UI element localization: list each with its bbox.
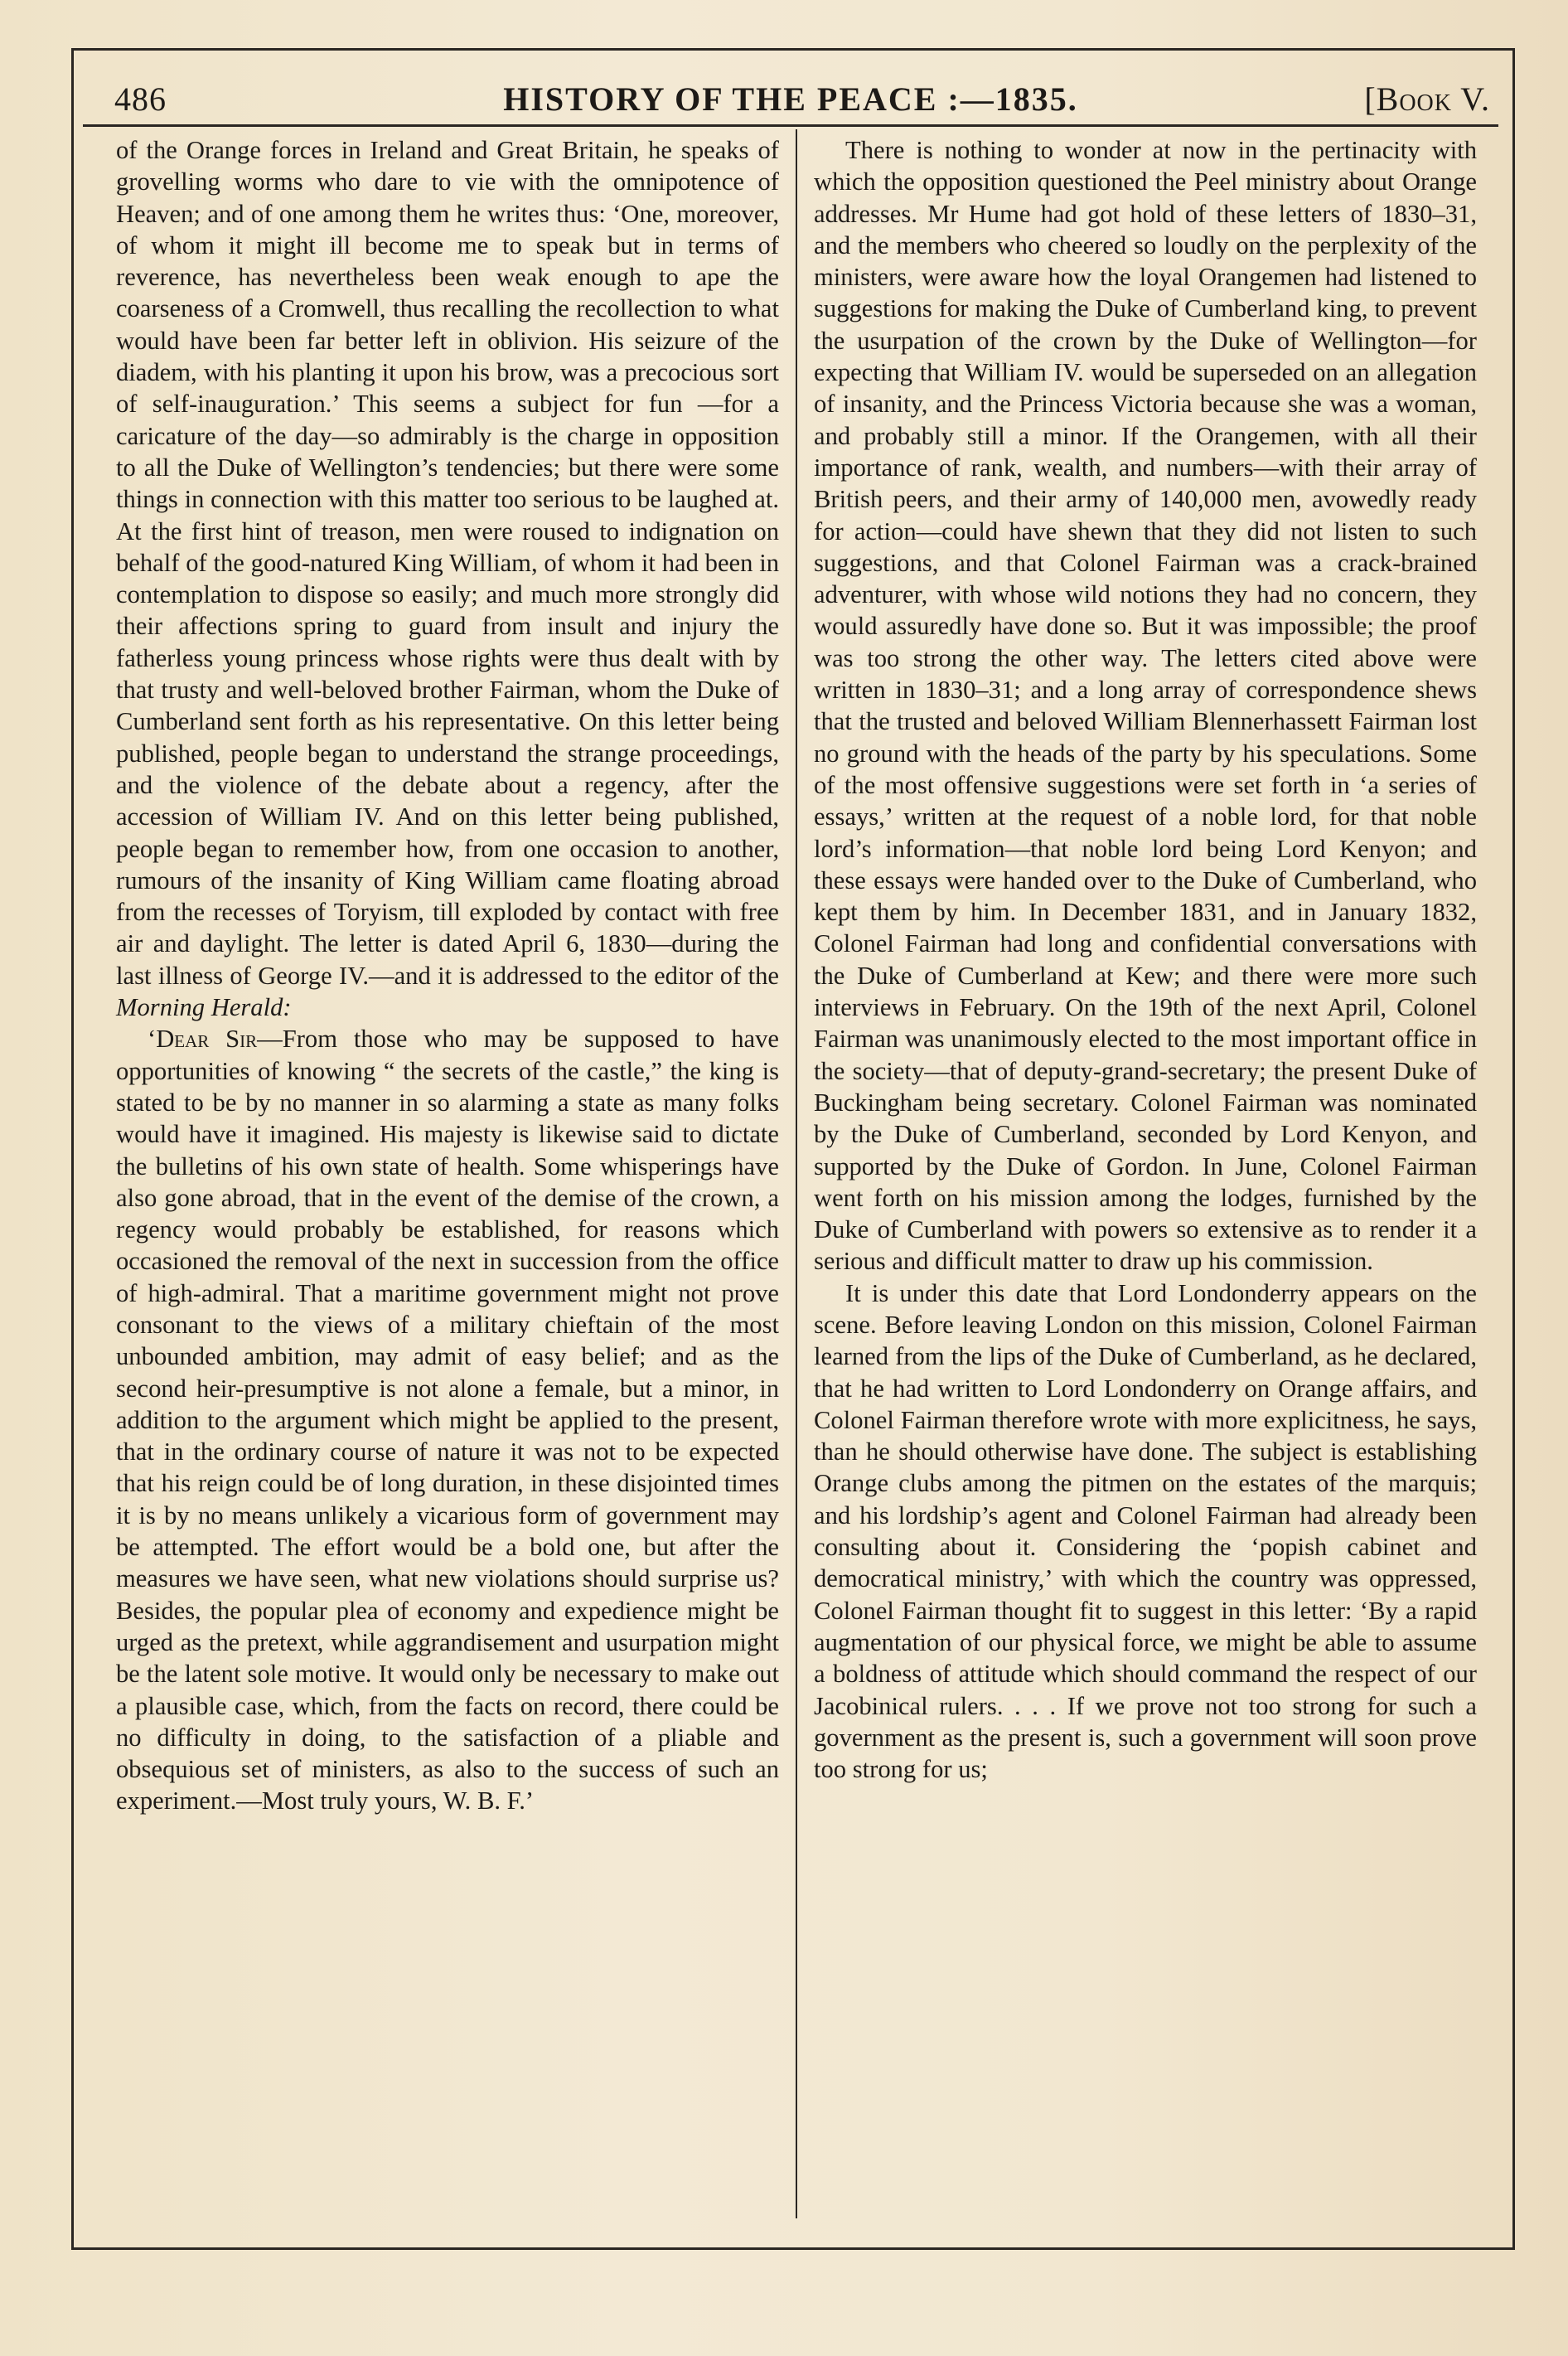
- right-column: [814, 134, 1477, 1785]
- letter-signature: W. B. F.’: [443, 1786, 535, 1815]
- left-paragraph-1: [116, 134, 779, 1023]
- book-label: [Book V.: [1364, 80, 1490, 118]
- running-title: HISTORY OF THE PEACE :—1835.: [503, 80, 1078, 118]
- letter-salutation: ‘Dear Sir: [148, 1025, 258, 1054]
- page-header: [83, 70, 1498, 131]
- letter-paragraph: [116, 1023, 779, 1816]
- right-paragraph-1: There is nothing to wonder at now in the pertinacity with which the opposition questioned the Peel ministry about Orange addresses. Mr Hume had got hold of these letters of 1830–31, and the members who cheered so loudly on the perplexity of the ministers, were aware how the loyal Orangemen had listened to suggestions for making the Duke of Cumberland king, to prevent the usurpation of the crown by the Duke of Wellington—for expecting that William IV. would be superseded on an allegation of insanity, and the Princess Victoria because she was a woman, and probably still a minor. If the Orangemen, with all their importance of rank, wealth, and numbers—with their array of British peers, and their army of 140,000 men, avowedly ready for action—could have shewn that they did not listen to such suggestions, and that Colonel Fairman was a crack-brained adventurer, with whose wild notions they had no concern, they would assuredly have done so. But it was impossible; the proof was too strong the other way. The letters cited above were written in 1830–31; and a long array of correspondence shews that the trusted and beloved William Blennerhassett Fairman lost no ground with the heads of the party by his speculations. Some of the most offensive suggestions were set forth in ‘a series of essays,’ written at the request of a noble lord, for that noble lord’s information—that noble lord being Lord Kenyon; and these essays were handed over to the Duke of Cumberland, who kept them by him. In December 1831, and in January 1832, Colonel Fairman had long and confidential conversations with the Duke of Cumberland at Kew; and there were more such interviews in February. On the 19th of the next April, Colonel Fairman was unanimously elected to the most important office in the society—that of deputy-grand-secretary; the present Duke of Buckingham being secretary. Colonel Fairman was nominated by the Duke of Cumberland, seconded by Lord Kenyon, and supported by the Duke of Gordon. In June, Colonel Fairman went forth on his mission among the lodges, furnished by the Duke of Cumberland with powers so extensive as to render it a serious and difficult matter to draw up his commission.: [814, 136, 1477, 1276]
- right-paragraph-2: It is under this date that Lord Londonderry appears on the scene. Before leaving London on this mission, Colonel Fairman learned from the lips of the Duke of Cumberland, as he declared, that he had written to Lord Londonderry on Orange affairs, and Colonel Fairman therefore wrote with more explicitness, he says, than he should otherwise have done. The subject is establishing Orange clubs among the pitmen on the estates of the marquis; and his lordship’s agent and Colonel Fairman had already been consulting about it. Considering the ‘popish cabinet and democratical ministry,’ with which the country was oppressed, Colonel Fairman thought fit to suggest in this letter: ‘By a rapid augmentation of our physical force, we might be able to assume a boldness of attitude which should command the respect of our Jacobinical rulers. . . . If we prove not too strong for such a government as the present is, such a government will soon prove too strong for us;: [814, 1278, 1477, 1784]
- left-paragraph-1-text: of the Orange forces in Ireland and Great Britain, he speaks of grovelling worms who dare to vie with the omnipotence of Heaven; and of one among them he writes thus: ‘One, moreover, of whom it might ill become me to speak but in terms of reverence, has nevertheless been weak enough to ape the coarseness of a Cromwell, thus recalling the recollection to what would have been far better left in oblivion. His seizure of the diadem, with his planting it upon his brow, was a precocious sort of self-inauguration.’ This seems a subject for fun —for a caricature of the day—so admirably is the charge in opposition to all the Duke of Wellington’s tendencies; but there were some things in connection with this matter too serious to be laughed at. At the first hint of treason, men were roused to indignation on behalf of the good-natured King William, of whom it had been in contemplation to dispose so easily; and much more strongly did their affections spring to guard from insult and injury the fatherless young princess whose rights were thus dealt with by that trusty and well-beloved brother Fairman, whom the Duke of Cumberland sent forth as his representative. On this letter being published, people began to understand the strange proceedings, and the violence of the debate about a regency, after the accession of William IV. And on this letter being published, people began to remember how, from one occasion to another, rumours of the insanity of King William came floating abroad from the recesses of Toryism, till exploded by contact with free air and daylight. The letter is dated April 6, 1830—during the last illness of George IV.—and it is addressed to the editor of the: [116, 136, 779, 990]
- header-rule: [83, 124, 1498, 127]
- column-divider: [796, 129, 797, 2218]
- newspaper-title: Morning Herald:: [116, 993, 292, 1022]
- letter-body: —From those who may be supposed to have opportunities of knowing “ the secrets of the castle,” the king is stated to be by no manner in so alarming a state as many folks would have it imagined. His majesty is likewise said to dictate the bulletins of his own state of health. Some whisperings have also gone abroad, that in the event of the demise of the crown, a regency would probably be established, for reasons which occasioned the removal of the next in succession from the office of high-admiral. That a maritime government might not prove consonant to the views of a military chieftain of the most unbounded ambition, may admit of easy belief; and as the second heir-presumptive is not alone a female, but a minor, in addition to the argument which might be applied to the present, that in the ordinary course of nature it was not to be expected that his reign could be of long duration, in these disjointed times it is by no means unlikely a vicarious form of government may be attempted. The effort would be a bold one, but after the measures we have seen, what new violations should surprise us? Besides, the popular plea of economy and expedience might be urged as the pretext, while aggrandisement and usurpation might be the latent sole motive. It would only be necessary to make out a plausible case, which, from the facts on record, there could be no difficulty in doing, to the satisfaction of a pliable and obsequious set of ministers, as also to the success of such an experiment.—Most truly yours,: [116, 1025, 779, 1815]
- left-column: [116, 134, 779, 1817]
- page-number: 486: [114, 80, 167, 118]
